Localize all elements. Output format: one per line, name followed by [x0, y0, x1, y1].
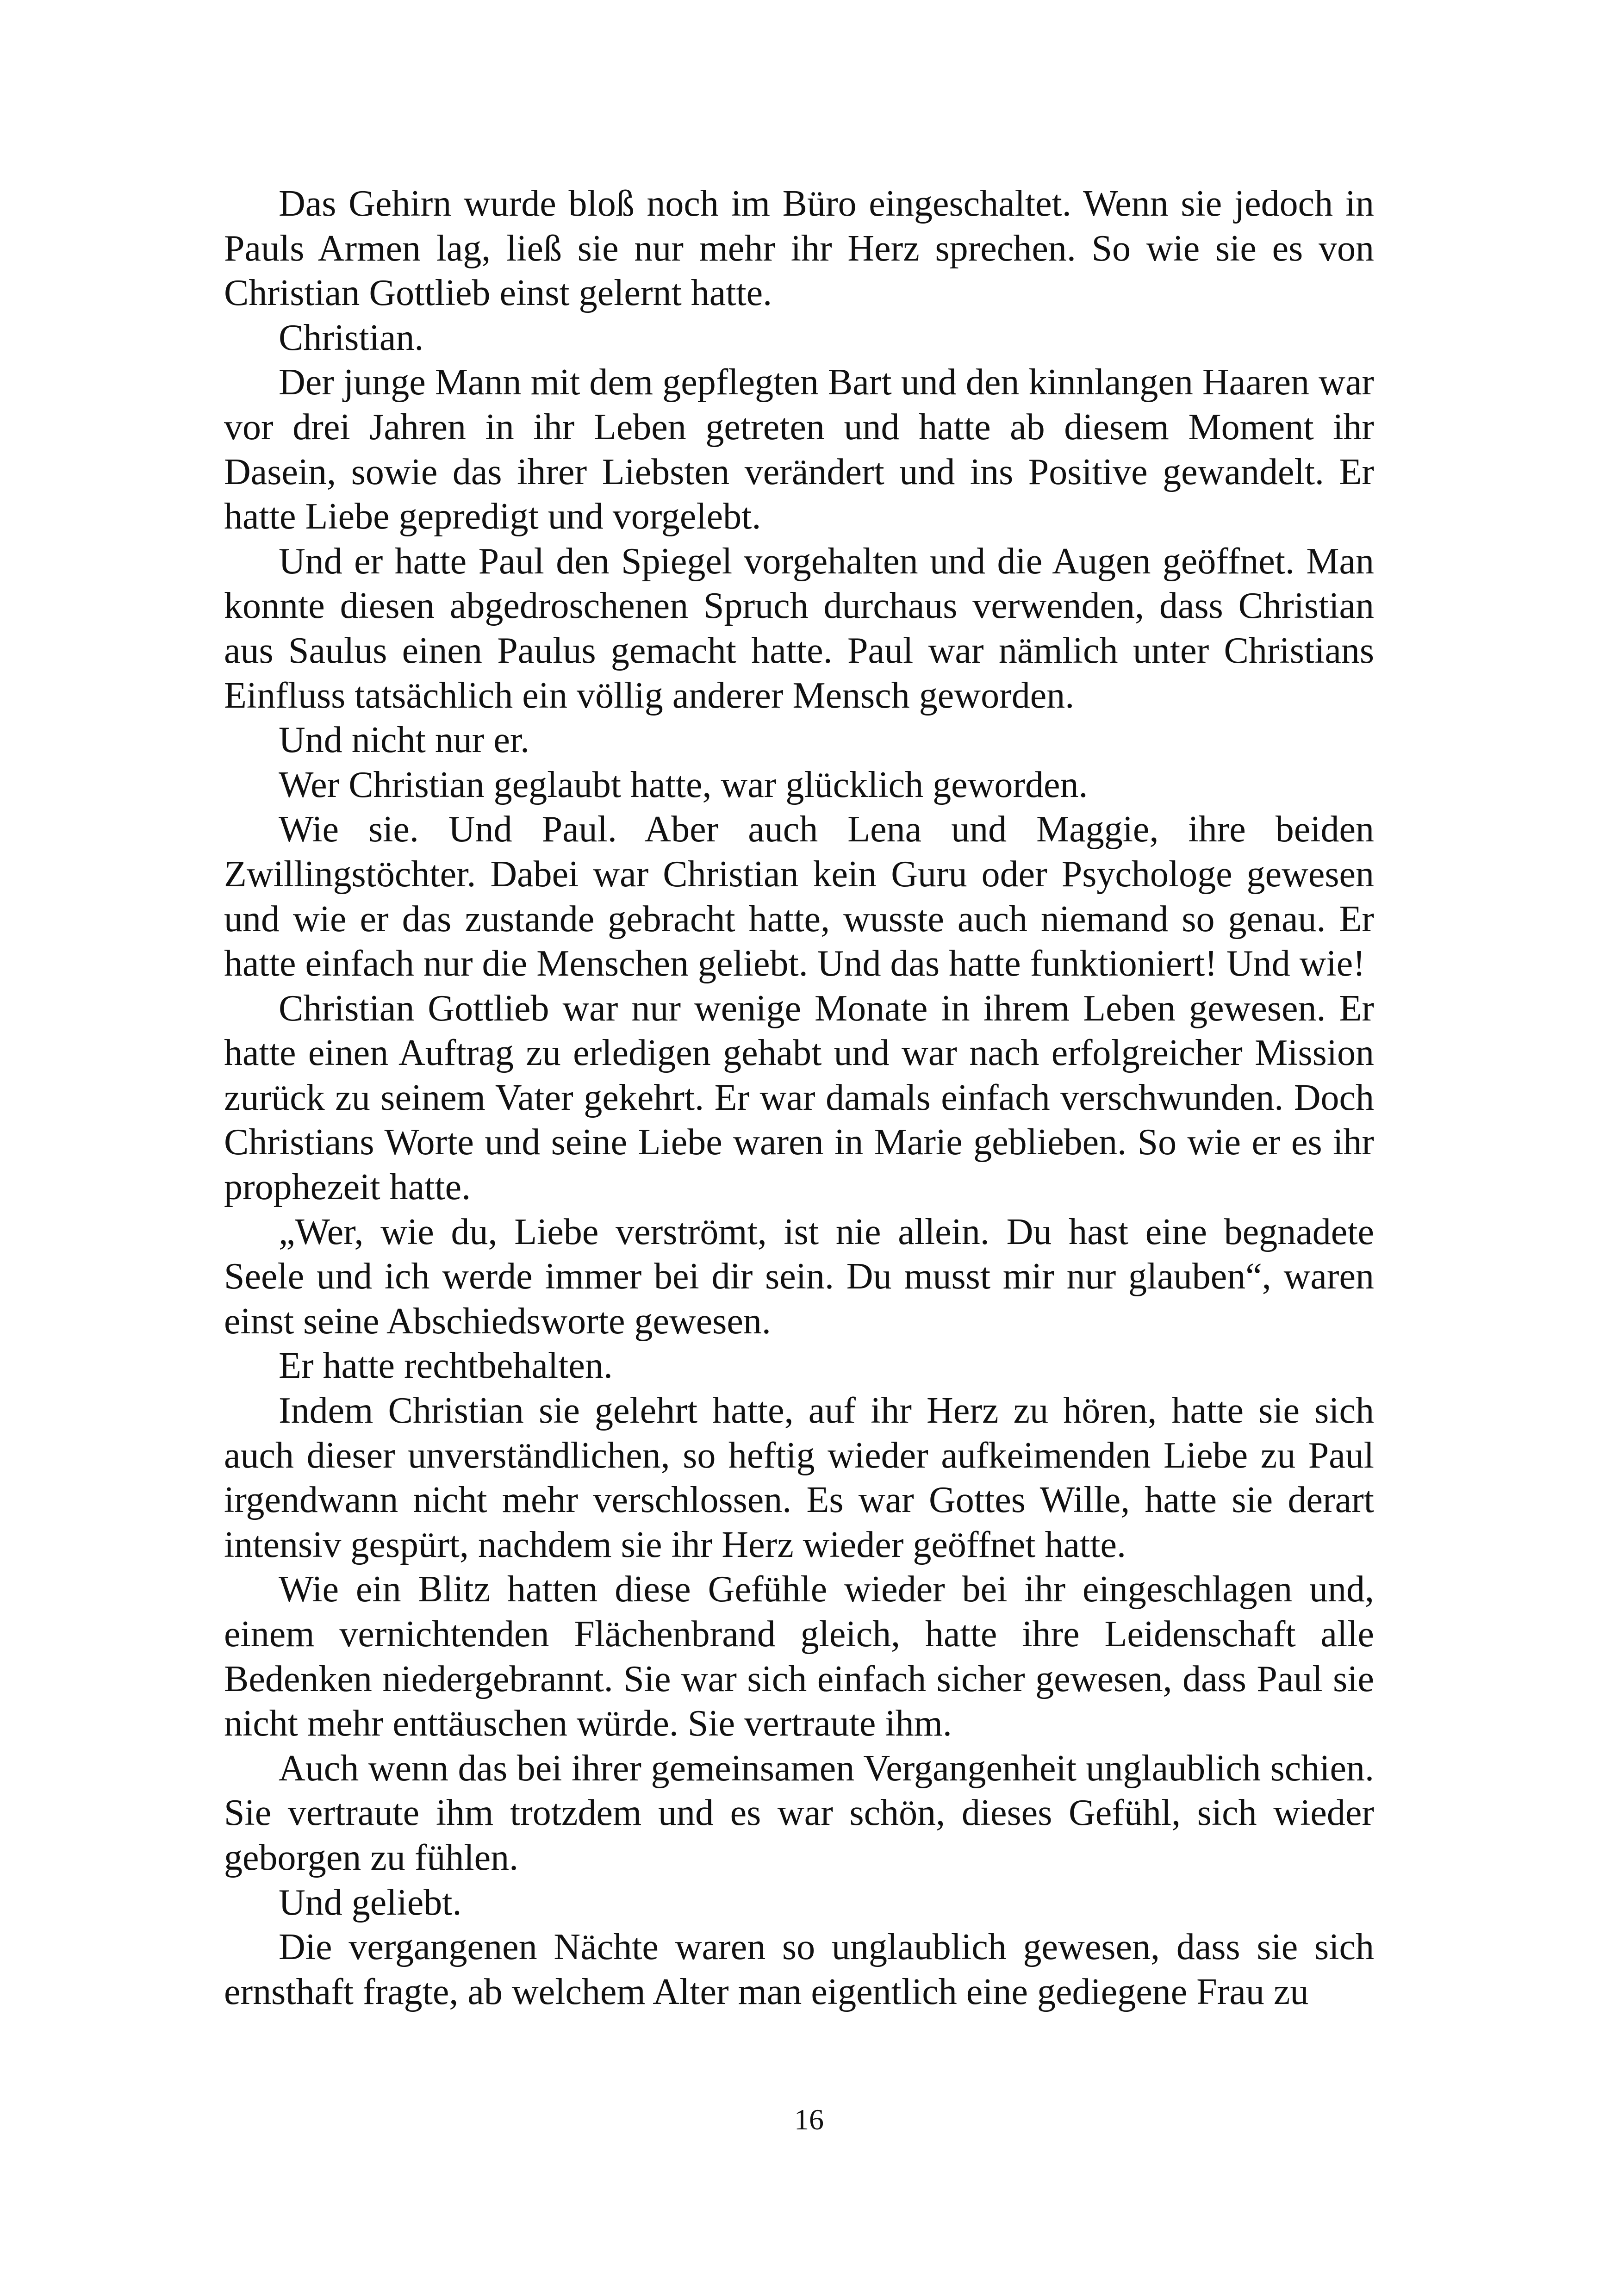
- body-text: [224, 181, 1374, 2014]
- paragraph: Wer Christian geglaubt hatte, war glücklich geworden.: [279, 764, 1088, 805]
- paragraph: Wie sie. Und Paul. Aber auch Lena und Maggie, ihre beiden Zwillingstöchter. Dabei war Christian kein Guru oder Psychologe gewesen und wie er das zustande gebracht hatte, wusste auch niemand so genau. Er hatte einfach nur die Menschen geliebt. Und das hatte funktioniert! Und wie!: [224, 809, 1374, 984]
- paragraph: Christian.: [279, 317, 424, 358]
- page-number: 16: [794, 2103, 824, 2136]
- paragraph: Er hatte rechtbehalten.: [279, 1345, 613, 1387]
- paragraph: Und geliebt.: [279, 1882, 462, 1923]
- paragraph: Auch wenn das bei ihrer gemeinsamen Vergangenheit unglaublich schien. Sie vertraute ihm trotzdem und es war schön, dieses Gefühl, sich wieder geborgen zu fühlen.: [224, 1748, 1374, 1878]
- paragraph: Und nicht nur er.: [279, 720, 530, 761]
- paragraph: Das Gehirn wurde bloß noch im Büro eingeschaltet. Wenn sie jedoch in Pauls Armen lag, ließ sie nur mehr ihr Herz sprechen. So wie sie es von Christian Gottlieb einst gelernt hatte.: [224, 183, 1374, 314]
- paragraph: Indem Christian sie gelehrt hatte, auf ihr Herz zu hören, hatte sie sich auch dieser unverständlichen, so heftig wieder aufkeimenden Liebe zu Paul irgendwann nicht mehr verschlossen. Es war Gottes Wille, hatte sie derart intensiv gespürt, nachdem sie ihr Herz wieder geöffnet hatte.: [224, 1390, 1374, 1565]
- paragraph: „Wer, wie du, Liebe verströmt, ist nie allein. Du hast eine begnadete Seele und ich werde immer bei dir sein. Du musst mir nur glauben“, waren einst seine Abschiedsworte gewesen.: [224, 1211, 1374, 1342]
- paragraph: Wie ein Blitz hatten diese Gefühle wieder bei ihr eingeschlagen und, einem vernichtenden Flächenbrand gleich, hatte ihre Leidenschaft alle Bedenken niedergebrannt. Sie war sich einfach sicher gewesen, dass Paul sie nicht mehr enttäuschen würde. Sie vertraute ihm.: [224, 1569, 1374, 1744]
- paragraph: Die vergangenen Nächte waren so unglaublich gewesen, dass sie sich ernsthaft fragte, ab welchem Alter man eigentlich eine gediegene Frau zu: [224, 1927, 1374, 2012]
- paragraph: Christian Gottlieb war nur wenige Monate in ihrem Leben gewesen. Er hatte einen Auftrag zu erledigen gehabt und war nach erfolgreicher Mission zurück zu seinem Vater gekehrt. Er war damals einfach verschwunden. Doch Christians Worte und seine Liebe waren in Marie geblieben. So wie er es ihr prophezeit hatte.: [224, 988, 1374, 1208]
- paragraph: Der junge Mann mit dem gepflegten Bart und den kinnlangen Haaren war vor drei Jahren in ihr Leben getreten und hatte ab diesem Moment ihr Dasein, sowie das ihrer Liebsten verändert und ins Positive gewandelt. Er hatte Liebe gepredigt und vorgelebt.: [224, 362, 1374, 537]
- paragraph: Und er hatte Paul den Spiegel vorgehalten und die Augen geöffnet. Man konnte diesen abgedroschenen Spruch durchaus verwenden, dass Christian aus Saulus einen Paulus gemacht hatte. Paul war nämlich unter Christians Einfluss tatsächlich ein völlig anderer Mensch geworden.: [224, 541, 1374, 716]
